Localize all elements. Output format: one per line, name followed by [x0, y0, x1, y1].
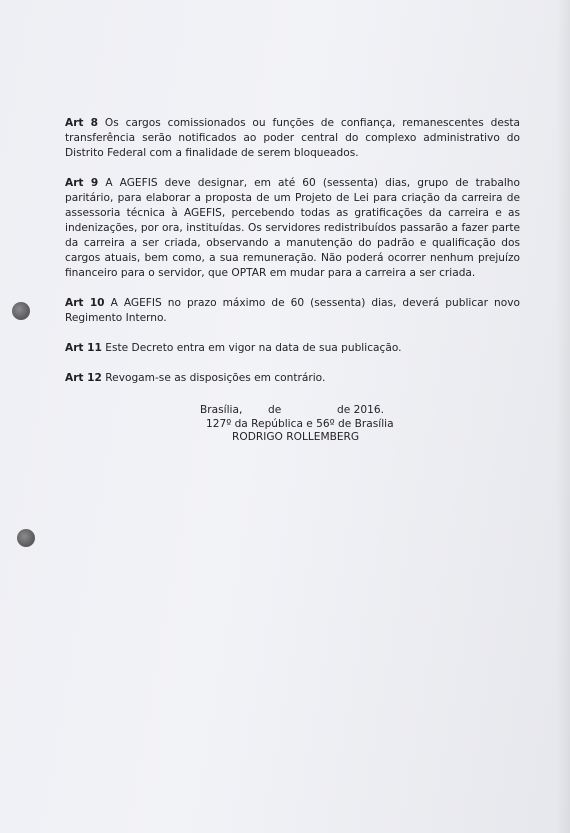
decree-body — [65, 116, 520, 401]
article-text: A AGEFIS no prazo máximo de 60 (sessenta) dias, deverá publicar novo Regimento Interno. — [65, 297, 520, 324]
article-8 — [65, 116, 520, 161]
punch-hole-bottom — [17, 529, 35, 547]
article-11 — [65, 341, 520, 356]
article-12 — [65, 371, 520, 386]
article-label: Art 10 — [65, 297, 105, 309]
punch-hole-top — [12, 302, 30, 320]
page-edge-shadow — [556, 0, 570, 833]
article-label: Art 8 — [65, 117, 99, 129]
republic-line: 127º da República e 56º de Brasília — [206, 417, 394, 430]
date-de: de — [268, 404, 282, 416]
signature-block — [200, 404, 400, 445]
article-10 — [65, 296, 520, 326]
date-city: Brasília, — [200, 404, 243, 416]
article-label: Art 12 — [65, 372, 102, 384]
signatory-name: RODRIGO ROLLEMBERG — [232, 431, 360, 443]
date-year: de 2016. — [337, 404, 384, 416]
article-text: Revogam-se as disposições em contrário. — [105, 372, 326, 384]
date-line — [200, 404, 400, 418]
article-text: Os cargos comissionados ou funções de confiança, remanescentes desta transferência serão notificados ao poder central do complexo administrativo do Distrito Federal com a finalidade de serem bloqueados. — [65, 117, 520, 159]
article-text: A AGEFIS deve designar, em até 60 (sessenta) dias, grupo de trabalho paritário, para elaborar a proposta de um Projeto de Lei para criação da carreira de assessoria técnica à AGEFIS, percebendo todas as gratificações da carreira e as indenizações, por ora, instituídas. Os servidores redistribuídos passarão a fazer parte da carreira a ser criada, observando a manutenção do padrão e qualificação dos cargos atuais, bem como, a sua remuneração. Não poderá ocorrer nenhum prejuízo financeiro para o servidor, que OPTAR em mudar para a carreira a ser criada. — [65, 177, 520, 279]
article-9 — [65, 176, 520, 281]
article-text: Este Decreto entra em vigor na data de sua publicação. — [105, 342, 402, 354]
article-label: Art 9 — [65, 177, 99, 189]
article-label: Art 11 — [65, 342, 102, 354]
